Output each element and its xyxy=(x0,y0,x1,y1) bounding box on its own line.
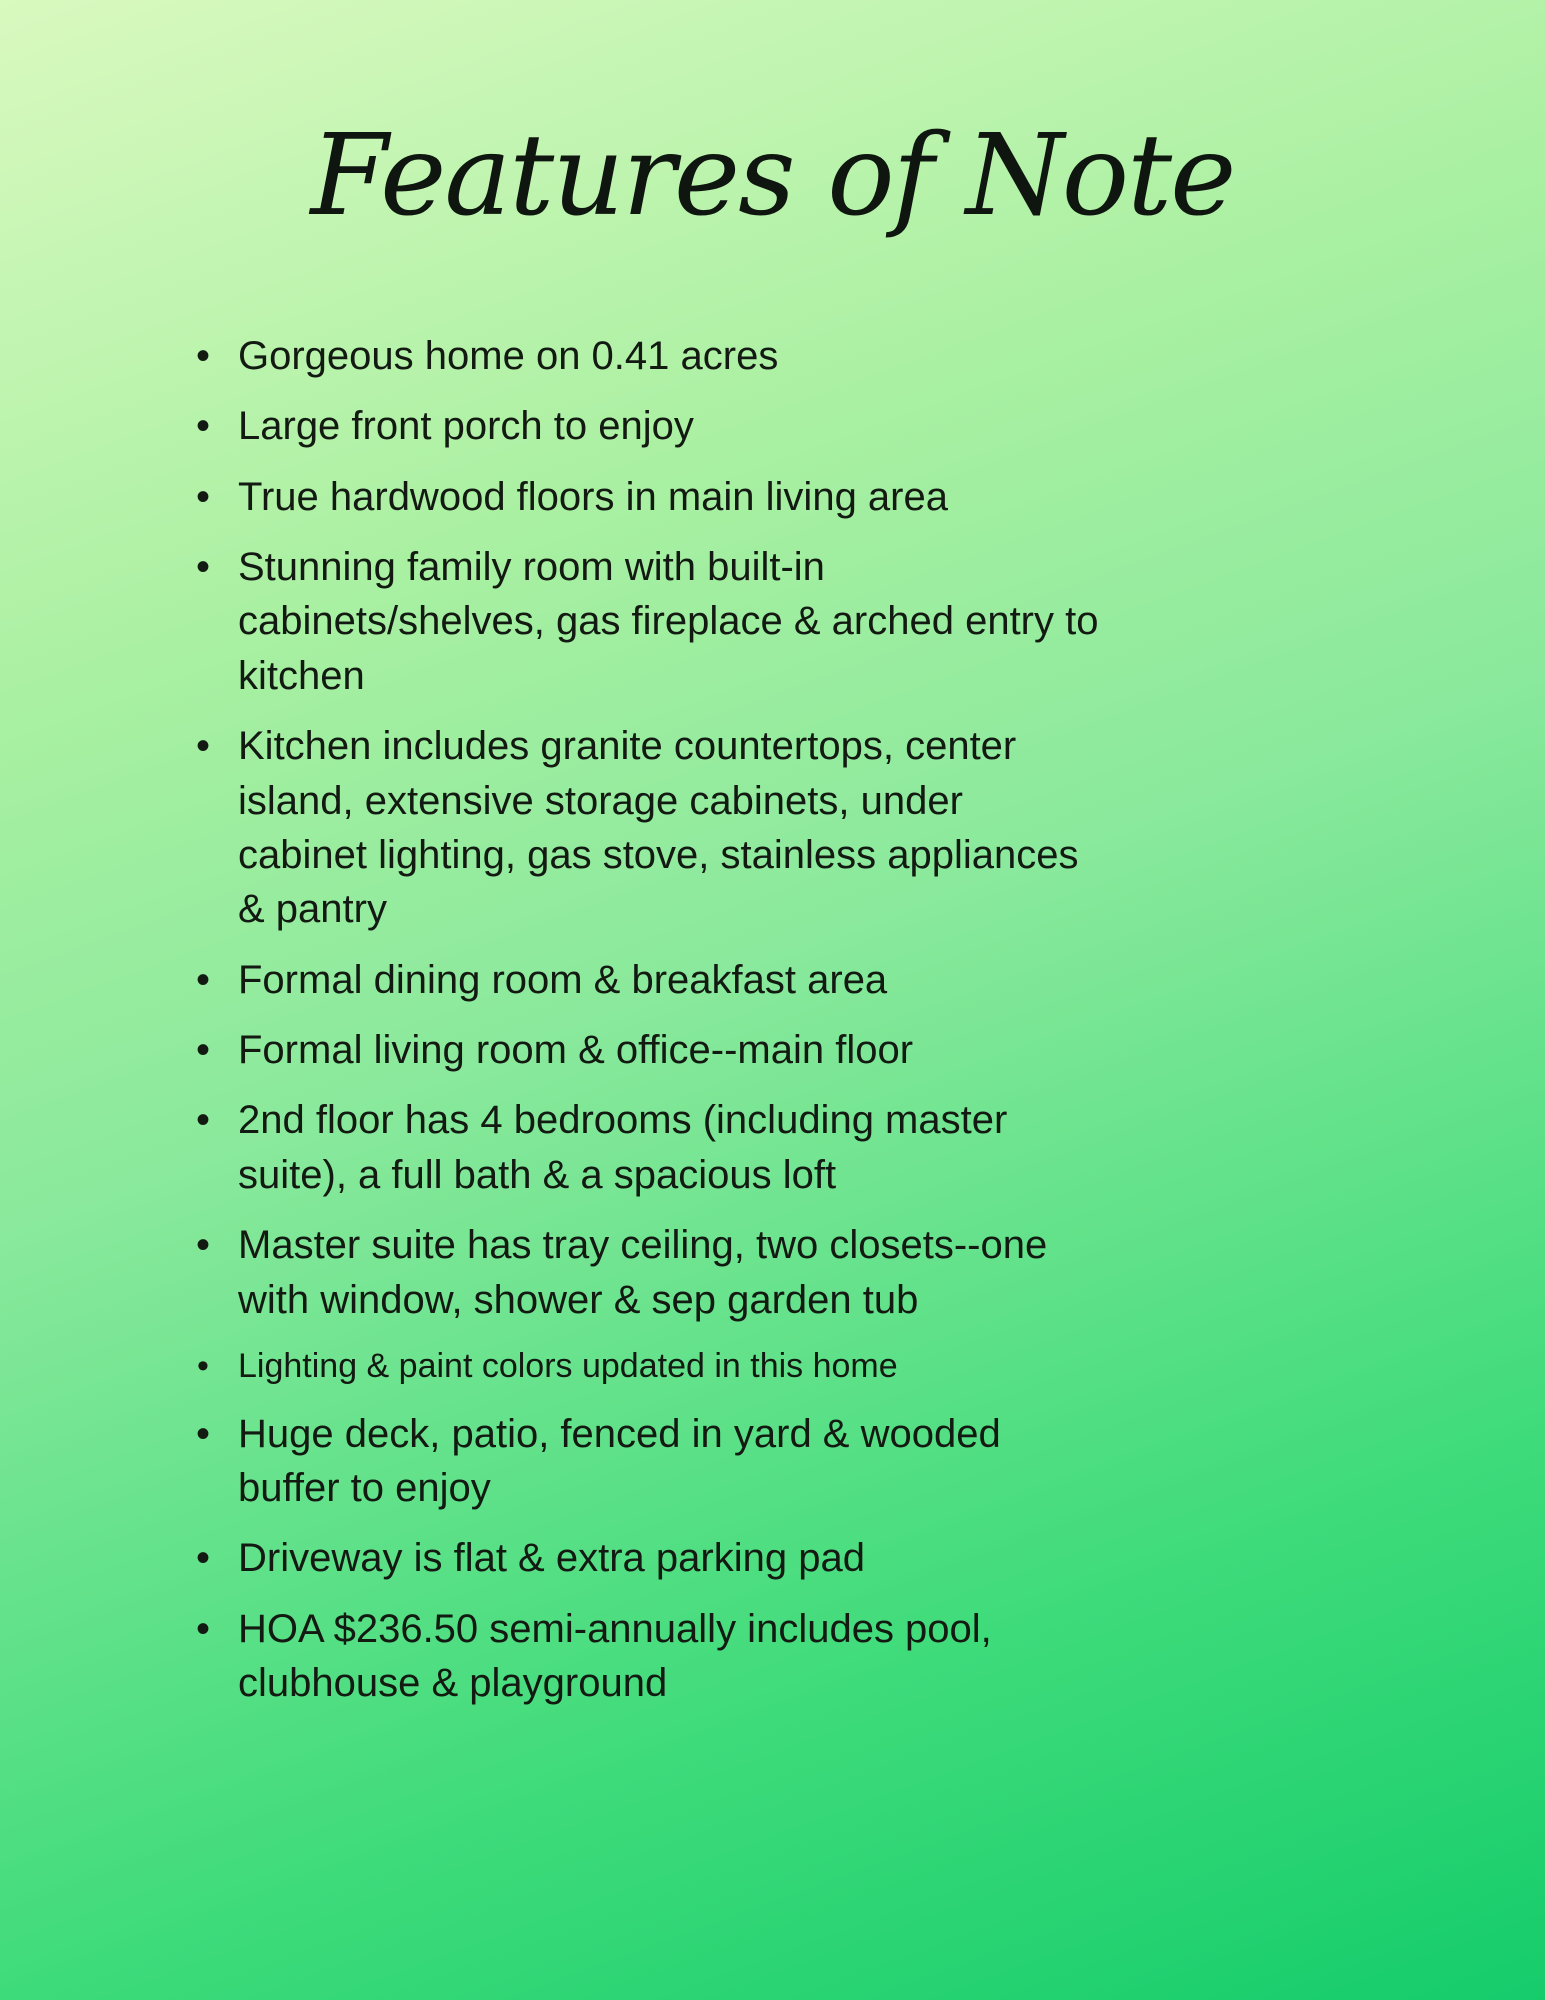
list-item xyxy=(192,470,1102,524)
list-item xyxy=(192,1023,1102,1077)
feature-text: Lighting & paint colors updated in this home xyxy=(238,1347,898,1386)
bullet-icon: • xyxy=(195,724,210,769)
list-item xyxy=(192,540,1102,703)
feature-text: Kitchen includes granite countertops, center island, extensive storage cabinets, under cabinet lighting, gas stove, stainless appliances & pantry xyxy=(238,724,1079,932)
bullet-icon: • xyxy=(195,474,210,519)
list-item xyxy=(192,719,1102,937)
features-list xyxy=(0,329,1102,1711)
list-item xyxy=(192,329,1102,383)
feature-text: Driveway is flat & extra parking pad xyxy=(238,1536,865,1581)
list-item xyxy=(192,1407,1102,1516)
feature-text: Gorgeous home on 0.41 acres xyxy=(238,333,779,378)
feature-text: Large front porch to enjoy xyxy=(238,404,694,449)
list-item xyxy=(192,953,1102,1007)
list-item xyxy=(192,1218,1102,1327)
feature-text: Stunning family room with built-in cabinets/shelves, gas fireplace & arched entry to kitchen xyxy=(238,544,1099,698)
bullet-icon: • xyxy=(195,544,210,589)
bullet-icon: • xyxy=(195,404,210,449)
bullet-icon: • xyxy=(195,1028,210,1073)
list-item xyxy=(192,1531,1102,1585)
bullet-icon: • xyxy=(197,1347,209,1386)
feature-text: True hardwood floors in main living area xyxy=(238,474,948,519)
list-item xyxy=(192,1602,1102,1711)
feature-text: Formal living room & office--main floor xyxy=(238,1028,914,1073)
feature-text: Huge deck, patio, fenced in yard & wooded buffer to enjoy xyxy=(238,1411,1001,1511)
list-item xyxy=(192,399,1102,453)
bullet-icon: • xyxy=(195,1223,210,1268)
feature-text: HOA $236.50 semi-annually includes pool, clubhouse & playground xyxy=(238,1606,992,1706)
bullet-icon: • xyxy=(195,1606,210,1651)
feature-text: 2nd floor has 4 bedrooms (including master suite), a full bath & a spacious loft xyxy=(238,1098,1008,1197)
bullet-icon: • xyxy=(195,1411,210,1456)
bullet-icon: • xyxy=(195,1098,210,1143)
bullet-icon: • xyxy=(195,957,210,1002)
feature-text: Formal dining room & breakfast area xyxy=(238,957,888,1002)
feature-text: Master suite has tray ceiling, two closets--one with window, shower & sep garden tub xyxy=(238,1223,1048,1322)
bullet-icon: • xyxy=(195,1536,210,1581)
list-item xyxy=(192,1343,1102,1391)
bullet-icon: • xyxy=(195,333,210,378)
page-title: Features of Note xyxy=(310,111,1235,241)
list-item xyxy=(192,1093,1102,1202)
